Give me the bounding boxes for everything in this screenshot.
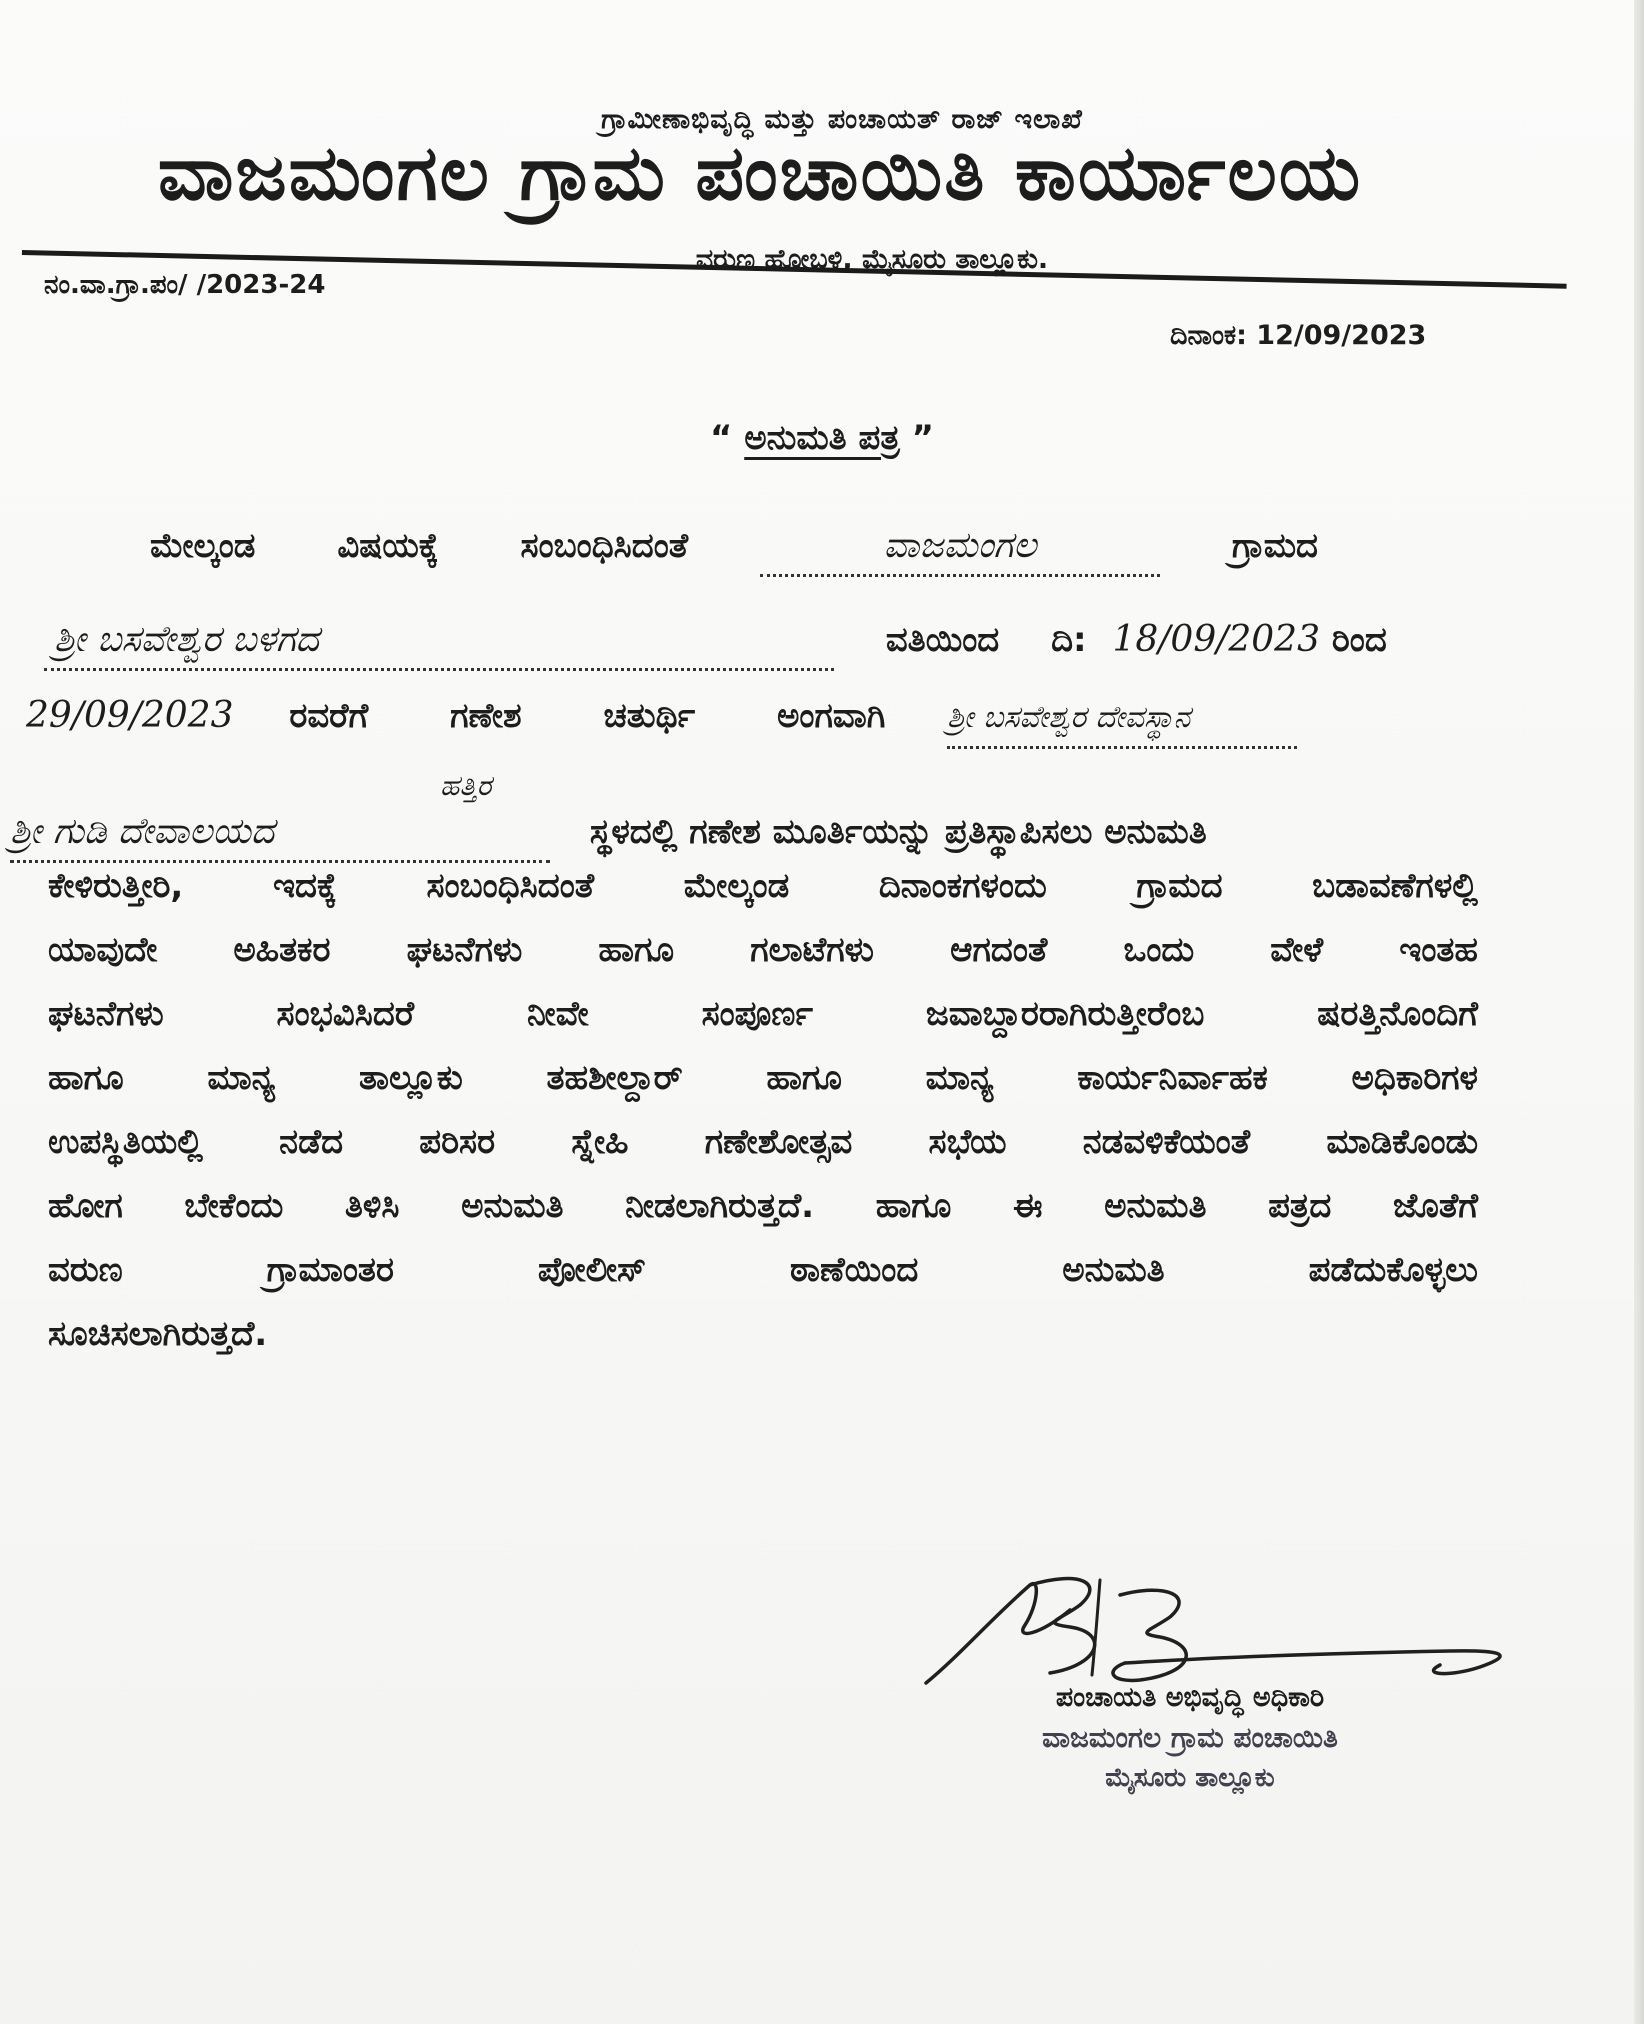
- body-line-3: [26, 688, 1586, 749]
- body-line-8: ಹಾಗೂ ಮಾನ್ಯ ತಾಲ್ಲೂಕು ತಹಶೀಲ್ದಾರ್ ಹಾಗೂ ಮಾನ್ಯ ಕಾರ್ಯನಿರ್ವಾಹಕ ಅಧಿಕಾರಿಗಳ: [48, 1058, 1478, 1098]
- handwritten-place: ಶ್ರೀ ಬಸವೇಶ್ವರ ದೇವಸ್ಥಾನ: [947, 700, 1191, 735]
- body-line-6: ಯಾವುದೇ ಅಹಿತಕರ ಘಟನೆಗಳು ಹಾಗೂ ಗಲಾಟೆಗಳು ಆಗದಂತೆ ಒಂದು ವೇಳೆ ಇಂತಹ: [48, 930, 1478, 970]
- body-line-5: ಕೇಳಿರುತ್ತೀರಿ, ಇದಕ್ಕೆ ಸಂಬಂಧಿಸಿದಂತೆ ಮೇಲ್ಕಂಡ ದಿನಾಂಕಗಳಂದು ಗ್ರಾಮದ ಬಡಾವಣೆಗಳಲ್ಲಿ: [48, 866, 1478, 906]
- fill-blank: [760, 518, 1160, 577]
- officer-designation: ಪಂಚಾಯತಿ ಅಭಿವೃದ್ಧಿ ಅಧಿಕಾರಿ: [1055, 1682, 1325, 1713]
- fill-blank: [947, 688, 1297, 749]
- body-line-11: ವರುಣ ಗ್ರಾಮಾಂತರ ಪೋಲೀಸ್ ಠಾಣೆಯಿಂದ ಅನುಮತಿ ಪಡೆದುಕೊಳ್ಳಲು: [48, 1250, 1478, 1290]
- body-line-1: [150, 518, 1460, 577]
- body-line-4: [10, 804, 1480, 863]
- body-word: ಗಣೇಶ: [450, 696, 522, 736]
- body-word: ವಿಷಯಕ್ಕೆ: [337, 526, 439, 566]
- body-line-2: [44, 612, 1484, 671]
- office-address: ವರುಣ ಹೋಬಳಿ, ಮೈಸೂರು ತಾಲ್ಲೂಕು.: [695, 244, 1049, 275]
- body-word: ದಿ:: [1051, 620, 1087, 660]
- body-word: ಮೇಲ್ಕಂಡ: [150, 526, 256, 566]
- heading-close-quote: ”: [911, 418, 934, 458]
- letter-heading: [0, 418, 1644, 458]
- body-word: ಗ್ರಾಮದ: [1231, 526, 1319, 566]
- handwritten-village: ವಾಜಮಂಗಲ: [883, 525, 1037, 566]
- reference-number: ನಂ.ವಾ.ಗ್ರಾ.ಪಂ/ /2023-24: [44, 270, 326, 300]
- letter-date: ದಿನಾಂಕ: 12/09/2023: [1170, 320, 1427, 351]
- body-line-12: ಸೂಚಿಸಲಾಗಿರುತ್ತದೆ.: [48, 1314, 268, 1354]
- department-name: ಗ್ರಾಮೀಣಾಭಿವೃದ್ಧಿ ಮತ್ತು ಪಂಚಾಯತ್ ರಾಜ್ ಇಲಾಖೆ: [601, 104, 1083, 135]
- body-line-7: ಘಟನೆಗಳು ಸಂಭವಿಸಿದರೆ ನೀವೇ ಸಂಪೂರ್ಣ ಜವಾಬ್ದಾರರಾಗಿರುತ್ತೀರೆಂಬ ಷರತ್ತಿನೊಂದಿಗೆ: [48, 994, 1478, 1034]
- body-word: ರಿಂದ: [1331, 620, 1387, 660]
- fill-blank: [44, 612, 834, 671]
- body-words: ಸ್ಥಳದಲ್ಲಿ ಗಣೇಶ ಮೂರ್ತಿಯನ್ನು ಪ್ರತಿಸ್ಥಾಪಿಸಲು ಅನುಮತಿ: [589, 812, 1207, 852]
- office-stamp-line-2: ಮೈಸೂರು ತಾಲ್ಲೂಕು: [1105, 1763, 1275, 1793]
- handwritten-end-date: 29/09/2023: [26, 695, 234, 736]
- heading-text: ಅನುಮತಿ ಪತ್ರ: [744, 418, 900, 458]
- heading-open-quote: “: [710, 418, 733, 458]
- page-edge-shadow: [1634, 0, 1644, 2024]
- office-stamp-line-1: ವಾಜಮಂಗಲ ಗ್ರಾಮ ಪಂಚಾಯಿತಿ: [1042, 1721, 1338, 1754]
- body-line-4-annotation: [440, 764, 640, 806]
- body-word: ವತಿಯಿಂದ: [885, 620, 1000, 660]
- handwritten-start-date: 18/09/2023: [1112, 619, 1320, 660]
- body-line-10: ಹೋಗ ಬೇಕೆಂದು ತಿಳಿಸಿ ಅನುಮತಿ ನೀಡಲಾಗಿರುತ್ತದೆ. ಹಾಗೂ ಈ ಅನುಮತಿ ಪತ್ರದ ಜೊತೆಗೆ: [48, 1186, 1478, 1226]
- body-word: ಅಂಗವಾಗಿ: [777, 696, 886, 736]
- handwritten-near: ಹತ್ತಿರ: [440, 769, 492, 802]
- fill-blank: [10, 804, 550, 863]
- signature-block: [960, 1678, 1420, 1798]
- body-word: ರವರೆಗೆ: [289, 696, 369, 736]
- handwritten-temple: ಶ್ರೀ ಗುಡಿ ದೇವಾಲಯದ: [10, 811, 275, 852]
- officer-signature: [920, 1565, 1540, 1695]
- body-line-9: ಉಪಸ್ಥಿತಿಯಲ್ಲಿ ನಡೆದ ಪರಿಸರ ಸ್ನೇಹಿ ಗಣೇಶೋತ್ಸವ ಸಭೆಯ ನಡವಳಿಕೆಯಂತೆ ಮಾಡಿಕೊಂಡು: [48, 1122, 1478, 1162]
- handwritten-organizer: ಶ್ರೀ ಬಸವೇಶ್ವರ ಬಳಗದ: [54, 619, 319, 660]
- office-title: ವಾಜಮಂಗಲ ಗ್ರಾಮ ಪಂಚಾಯಿತಿ ಕಾರ್ಯಾಲಯ: [157, 128, 1363, 217]
- body-word: ಚತುರ್ಥಿ: [603, 696, 696, 736]
- body-word: ಸಂಬಂಧಿಸಿದಂತೆ: [520, 526, 689, 566]
